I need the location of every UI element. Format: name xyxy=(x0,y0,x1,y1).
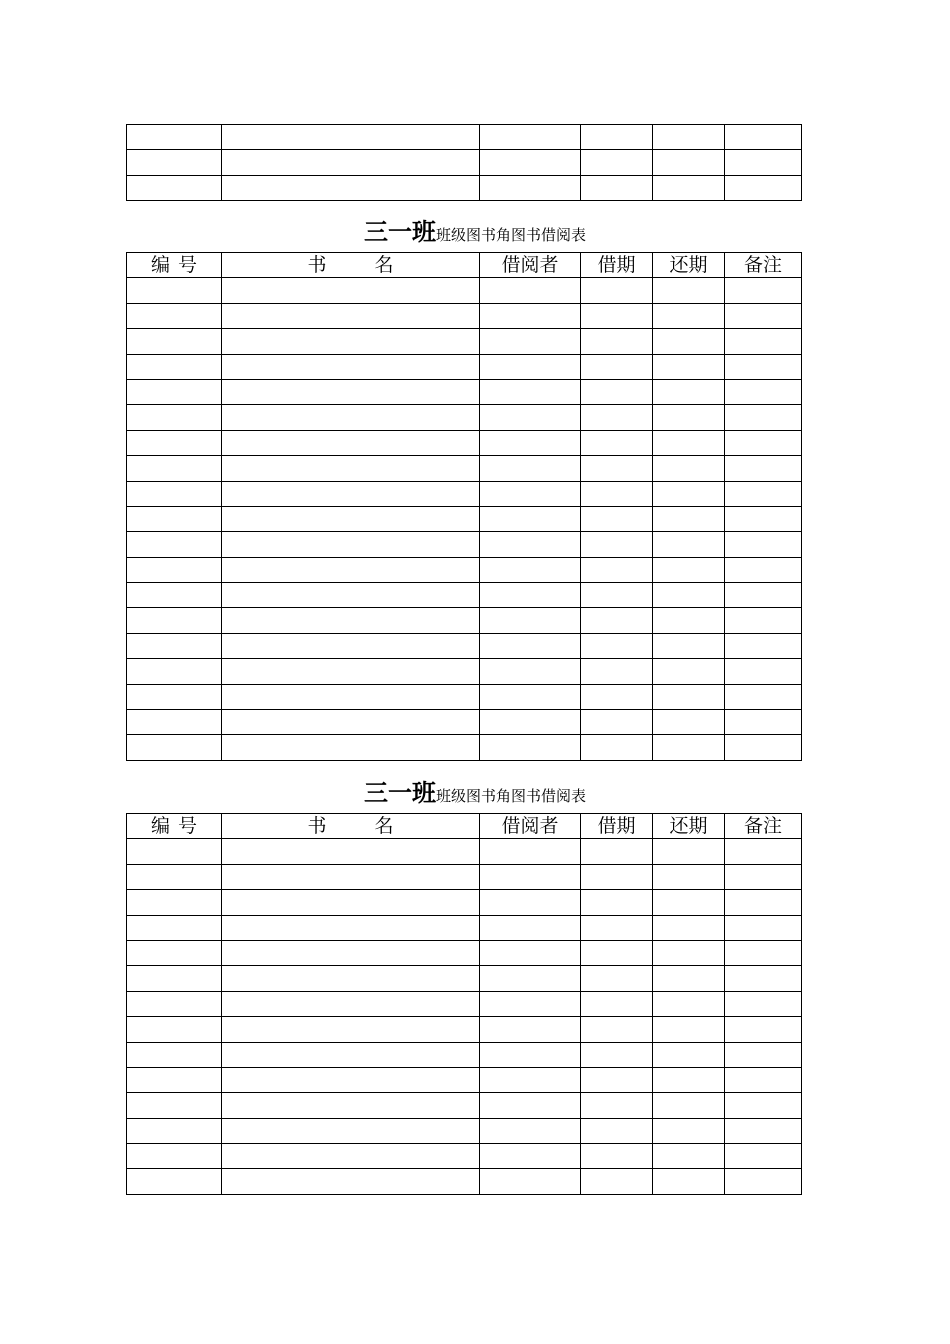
cell-remark[interactable] xyxy=(725,329,802,354)
header-return-date: 还期 xyxy=(653,814,725,839)
table-row xyxy=(127,532,802,557)
table-row xyxy=(127,583,802,608)
cell-borrow-date[interactable] xyxy=(581,966,653,991)
cell-remark[interactable] xyxy=(725,608,802,633)
cell-book-title[interactable] xyxy=(222,354,480,379)
cell-remark[interactable] xyxy=(725,710,802,735)
table-row xyxy=(127,608,802,633)
cell-number[interactable] xyxy=(127,303,222,328)
cell-borrower[interactable] xyxy=(480,1017,581,1042)
cell-borrow-date[interactable] xyxy=(581,1017,653,1042)
cell-borrower[interactable] xyxy=(480,633,581,658)
cell-return-date[interactable] xyxy=(653,481,725,506)
cell-remark[interactable] xyxy=(725,354,802,379)
table-title-class: 三一班 xyxy=(363,217,436,246)
cell-return-date[interactable] xyxy=(653,430,725,455)
cell-borrower[interactable] xyxy=(480,430,581,455)
cell-book-title[interactable] xyxy=(222,735,480,760)
cell-borrow-date[interactable] xyxy=(581,940,653,965)
cell-number[interactable] xyxy=(127,839,222,864)
cell-number[interactable] xyxy=(127,175,222,200)
cell-borrower[interactable] xyxy=(480,354,581,379)
cell-return-date[interactable] xyxy=(653,506,725,531)
cell-book-title[interactable] xyxy=(222,150,480,175)
cell-borrower[interactable] xyxy=(480,864,581,889)
cell-return-date[interactable] xyxy=(653,1144,725,1169)
cell-remark[interactable] xyxy=(725,1042,802,1067)
header-book-title: 书 名 xyxy=(222,814,480,839)
cell-number[interactable] xyxy=(127,710,222,735)
cell-borrower[interactable] xyxy=(480,710,581,735)
cell-return-date[interactable] xyxy=(653,864,725,889)
cell-book-title[interactable] xyxy=(222,278,480,303)
cell-book-title[interactable] xyxy=(222,481,480,506)
header-number: 编 号 xyxy=(127,814,222,839)
cell-book-title[interactable] xyxy=(222,659,480,684)
cell-borrower[interactable] xyxy=(480,379,581,404)
cell-number[interactable] xyxy=(127,481,222,506)
cell-borrower[interactable] xyxy=(480,278,581,303)
cell-number[interactable] xyxy=(127,1118,222,1143)
cell-return-date[interactable] xyxy=(653,684,725,709)
table-body xyxy=(127,278,802,760)
header-borrower: 借阅者 xyxy=(480,253,581,278)
table-title xyxy=(0,212,950,247)
cell-return-date[interactable] xyxy=(653,583,725,608)
cell-return-date[interactable] xyxy=(653,125,725,150)
cell-borrower[interactable] xyxy=(480,456,581,481)
table-row xyxy=(127,303,802,328)
cell-return-date[interactable] xyxy=(653,532,725,557)
cell-book-title[interactable] xyxy=(222,710,480,735)
cell-remark[interactable] xyxy=(725,456,802,481)
cell-borrow-date[interactable] xyxy=(581,864,653,889)
cell-book-title[interactable] xyxy=(222,1042,480,1067)
cell-return-date[interactable] xyxy=(653,608,725,633)
cell-remark[interactable] xyxy=(725,890,802,915)
cell-number[interactable] xyxy=(127,1144,222,1169)
table-row xyxy=(127,735,802,760)
cell-book-title[interactable] xyxy=(222,456,480,481)
table-row xyxy=(127,710,802,735)
cell-book-title[interactable] xyxy=(222,1017,480,1042)
table-row xyxy=(127,430,802,455)
cell-borrow-date[interactable] xyxy=(581,1093,653,1118)
cell-book-title[interactable] xyxy=(222,608,480,633)
cell-book-title[interactable] xyxy=(222,1144,480,1169)
cell-number[interactable] xyxy=(127,354,222,379)
table-row xyxy=(127,864,802,889)
table-row xyxy=(127,684,802,709)
cell-borrower[interactable] xyxy=(480,150,581,175)
cell-book-title[interactable] xyxy=(222,532,480,557)
cell-borrow-date[interactable] xyxy=(581,839,653,864)
table-title-class: 三一班 xyxy=(363,778,436,807)
cell-remark[interactable] xyxy=(725,735,802,760)
cell-remark[interactable] xyxy=(725,966,802,991)
cell-borrow-date[interactable] xyxy=(581,1169,653,1194)
cell-number[interactable] xyxy=(127,1017,222,1042)
cell-return-date[interactable] xyxy=(653,1042,725,1067)
table-row xyxy=(127,659,802,684)
cell-number[interactable] xyxy=(127,864,222,889)
cell-remark[interactable] xyxy=(725,915,802,940)
cell-return-date[interactable] xyxy=(653,1118,725,1143)
cell-borrower[interactable] xyxy=(480,329,581,354)
cell-borrow-date[interactable] xyxy=(581,684,653,709)
cell-borrow-date[interactable] xyxy=(581,506,653,531)
cell-remark[interactable] xyxy=(725,991,802,1016)
cell-borrow-date[interactable] xyxy=(581,303,653,328)
cell-borrower[interactable] xyxy=(480,175,581,200)
cell-borrower[interactable] xyxy=(480,532,581,557)
cell-number[interactable] xyxy=(127,430,222,455)
cell-remark[interactable] xyxy=(725,532,802,557)
cell-return-date[interactable] xyxy=(653,329,725,354)
cell-remark[interactable] xyxy=(725,1067,802,1092)
cell-borrower[interactable] xyxy=(480,1067,581,1092)
cell-return-date[interactable] xyxy=(653,1017,725,1042)
cell-borrow-date[interactable] xyxy=(581,1067,653,1092)
table-row xyxy=(127,506,802,531)
cell-borrow-date[interactable] xyxy=(581,379,653,404)
cell-book-title[interactable] xyxy=(222,940,480,965)
cell-borrower[interactable] xyxy=(480,940,581,965)
cell-remark[interactable] xyxy=(725,557,802,582)
table-row xyxy=(127,481,802,506)
cell-borrower[interactable] xyxy=(480,1169,581,1194)
cell-return-date[interactable] xyxy=(653,915,725,940)
cell-number[interactable] xyxy=(127,557,222,582)
cell-borrow-date[interactable] xyxy=(581,329,653,354)
cell-book-title[interactable] xyxy=(222,633,480,658)
cell-return-date[interactable] xyxy=(653,278,725,303)
cell-number[interactable] xyxy=(127,1169,222,1194)
table-row xyxy=(127,329,802,354)
cell-book-title[interactable] xyxy=(222,915,480,940)
borrow-table xyxy=(126,813,802,1195)
header-remark: 备注 xyxy=(725,814,802,839)
cell-return-date[interactable] xyxy=(653,991,725,1016)
header-borrow-date: 借期 xyxy=(581,814,653,839)
cell-remark[interactable] xyxy=(725,379,802,404)
cell-number[interactable] xyxy=(127,583,222,608)
cell-book-title[interactable] xyxy=(222,991,480,1016)
cell-return-date[interactable] xyxy=(653,379,725,404)
cell-number[interactable] xyxy=(127,329,222,354)
cell-borrower[interactable] xyxy=(480,839,581,864)
table-row xyxy=(127,940,802,965)
cell-borrower[interactable] xyxy=(480,583,581,608)
cell-remark[interactable] xyxy=(725,583,802,608)
cell-remark[interactable] xyxy=(725,125,802,150)
cell-number[interactable] xyxy=(127,405,222,430)
cell-borrower[interactable] xyxy=(480,405,581,430)
cell-return-date[interactable] xyxy=(653,1169,725,1194)
cell-remark[interactable] xyxy=(725,633,802,658)
cell-book-title[interactable] xyxy=(222,303,480,328)
table-row xyxy=(127,915,802,940)
cell-borrower[interactable] xyxy=(480,659,581,684)
cell-book-title[interactable] xyxy=(222,839,480,864)
cell-book-title[interactable] xyxy=(222,557,480,582)
cell-remark[interactable] xyxy=(725,940,802,965)
cell-borrower[interactable] xyxy=(480,506,581,531)
cell-book-title[interactable] xyxy=(222,864,480,889)
cell-borrower[interactable] xyxy=(480,481,581,506)
header-borrower: 借阅者 xyxy=(480,814,581,839)
table-body xyxy=(127,839,802,1194)
table-title-subtitle: 班级图书角图书借阅表 xyxy=(435,787,586,805)
cell-borrow-date[interactable] xyxy=(581,659,653,684)
cell-number[interactable] xyxy=(127,379,222,404)
cell-number[interactable] xyxy=(127,991,222,1016)
cell-return-date[interactable] xyxy=(653,303,725,328)
cell-book-title[interactable] xyxy=(222,506,480,531)
header-borrow-date: 借期 xyxy=(581,253,653,278)
cell-borrow-date[interactable] xyxy=(581,1144,653,1169)
cell-borrow-date[interactable] xyxy=(581,735,653,760)
cell-remark[interactable] xyxy=(725,150,802,175)
cell-borrow-date[interactable] xyxy=(581,991,653,1016)
cell-borrower[interactable] xyxy=(480,915,581,940)
table-row xyxy=(127,991,802,1016)
table-row xyxy=(127,1144,802,1169)
cell-book-title[interactable] xyxy=(222,1093,480,1118)
table-row xyxy=(127,1067,802,1092)
cell-book-title[interactable] xyxy=(222,1067,480,1092)
header-book-title: 书 名 xyxy=(222,253,480,278)
cell-borrower[interactable] xyxy=(480,991,581,1016)
cell-number[interactable] xyxy=(127,890,222,915)
cell-remark[interactable] xyxy=(725,405,802,430)
cell-return-date[interactable] xyxy=(653,890,725,915)
cell-remark[interactable] xyxy=(725,303,802,328)
cell-return-date[interactable] xyxy=(653,456,725,481)
cell-borrow-date[interactable] xyxy=(581,557,653,582)
cell-return-date[interactable] xyxy=(653,966,725,991)
cell-number[interactable] xyxy=(127,659,222,684)
header-return-date: 还期 xyxy=(653,253,725,278)
table-row xyxy=(127,1093,802,1118)
table-row xyxy=(127,354,802,379)
header-remark: 备注 xyxy=(725,253,802,278)
cell-number[interactable] xyxy=(127,735,222,760)
cell-number[interactable] xyxy=(127,278,222,303)
table-row xyxy=(127,1169,802,1194)
cell-borrower[interactable] xyxy=(480,1144,581,1169)
cell-return-date[interactable] xyxy=(653,710,725,735)
cell-number[interactable] xyxy=(127,1093,222,1118)
cell-number[interactable] xyxy=(127,633,222,658)
table-title xyxy=(0,773,950,808)
cell-book-title[interactable] xyxy=(222,684,480,709)
cell-book-title[interactable] xyxy=(222,175,480,200)
table-row xyxy=(127,890,802,915)
cell-borrow-date[interactable] xyxy=(581,532,653,557)
cell-borrow-date[interactable] xyxy=(581,583,653,608)
borrow-table-continued xyxy=(126,124,802,201)
table-row xyxy=(127,966,802,991)
cell-remark[interactable] xyxy=(725,481,802,506)
cell-book-title[interactable] xyxy=(222,1118,480,1143)
table-row xyxy=(127,1042,802,1067)
cell-borrow-date[interactable] xyxy=(581,430,653,455)
cell-book-title[interactable] xyxy=(222,890,480,915)
header-row xyxy=(127,814,802,839)
cell-borrow-date[interactable] xyxy=(581,175,653,200)
cell-borrow-date[interactable] xyxy=(581,405,653,430)
cell-remark[interactable] xyxy=(725,1017,802,1042)
cell-borrow-date[interactable] xyxy=(581,278,653,303)
table-row xyxy=(127,405,802,430)
cell-return-date[interactable] xyxy=(653,175,725,200)
cell-book-title[interactable] xyxy=(222,405,480,430)
table-row xyxy=(127,175,802,200)
cell-number[interactable] xyxy=(127,966,222,991)
cell-number[interactable] xyxy=(127,125,222,150)
cell-book-title[interactable] xyxy=(222,329,480,354)
table-body xyxy=(127,125,802,201)
cell-return-date[interactable] xyxy=(653,354,725,379)
cell-return-date[interactable] xyxy=(653,659,725,684)
cell-return-date[interactable] xyxy=(653,557,725,582)
cell-borrow-date[interactable] xyxy=(581,710,653,735)
borrow-table xyxy=(126,252,802,761)
cell-borrow-date[interactable] xyxy=(581,1118,653,1143)
cell-borrow-date[interactable] xyxy=(581,125,653,150)
cell-book-title[interactable] xyxy=(222,379,480,404)
table-row xyxy=(127,557,802,582)
cell-borrow-date[interactable] xyxy=(581,633,653,658)
cell-remark[interactable] xyxy=(725,684,802,709)
cell-borrower[interactable] xyxy=(480,1042,581,1067)
table-row xyxy=(127,150,802,175)
cell-borrower[interactable] xyxy=(480,303,581,328)
cell-remark[interactable] xyxy=(725,1169,802,1194)
table-row xyxy=(127,379,802,404)
cell-remark[interactable] xyxy=(725,839,802,864)
table-row xyxy=(127,456,802,481)
cell-number[interactable] xyxy=(127,608,222,633)
cell-book-title[interactable] xyxy=(222,125,480,150)
cell-number[interactable] xyxy=(127,915,222,940)
cell-return-date[interactable] xyxy=(653,839,725,864)
cell-borrower[interactable] xyxy=(480,608,581,633)
cell-return-date[interactable] xyxy=(653,735,725,760)
cell-borrow-date[interactable] xyxy=(581,481,653,506)
cell-borrow-date[interactable] xyxy=(581,150,653,175)
cell-remark[interactable] xyxy=(725,1144,802,1169)
cell-number[interactable] xyxy=(127,940,222,965)
cell-remark[interactable] xyxy=(725,1118,802,1143)
cell-return-date[interactable] xyxy=(653,1067,725,1092)
cell-return-date[interactable] xyxy=(653,405,725,430)
cell-borrower[interactable] xyxy=(480,557,581,582)
header-number: 编 号 xyxy=(127,253,222,278)
cell-number[interactable] xyxy=(127,1042,222,1067)
cell-number[interactable] xyxy=(127,684,222,709)
header-row xyxy=(127,253,802,278)
cell-number[interactable] xyxy=(127,150,222,175)
cell-return-date[interactable] xyxy=(653,633,725,658)
cell-remark[interactable] xyxy=(725,659,802,684)
cell-book-title[interactable] xyxy=(222,966,480,991)
cell-borrower[interactable] xyxy=(480,125,581,150)
cell-borrower[interactable] xyxy=(480,966,581,991)
cell-return-date[interactable] xyxy=(653,1093,725,1118)
table-row xyxy=(127,1118,802,1143)
table-row xyxy=(127,839,802,864)
cell-return-date[interactable] xyxy=(653,940,725,965)
cell-remark[interactable] xyxy=(725,430,802,455)
cell-remark[interactable] xyxy=(725,506,802,531)
cell-return-date[interactable] xyxy=(653,150,725,175)
cell-borrower[interactable] xyxy=(480,1093,581,1118)
cell-remark[interactable] xyxy=(725,864,802,889)
cell-book-title[interactable] xyxy=(222,1169,480,1194)
cell-remark[interactable] xyxy=(725,175,802,200)
cell-number[interactable] xyxy=(127,532,222,557)
cell-borrow-date[interactable] xyxy=(581,1042,653,1067)
cell-borrow-date[interactable] xyxy=(581,354,653,379)
cell-remark[interactable] xyxy=(725,1093,802,1118)
table-row xyxy=(127,125,802,150)
cell-borrow-date[interactable] xyxy=(581,608,653,633)
cell-borrower[interactable] xyxy=(480,735,581,760)
cell-borrow-date[interactable] xyxy=(581,890,653,915)
cell-number[interactable] xyxy=(127,1067,222,1092)
cell-borrow-date[interactable] xyxy=(581,456,653,481)
table-title-subtitle: 班级图书角图书借阅表 xyxy=(435,226,586,244)
cell-book-title[interactable] xyxy=(222,430,480,455)
cell-number[interactable] xyxy=(127,506,222,531)
cell-number[interactable] xyxy=(127,456,222,481)
cell-borrow-date[interactable] xyxy=(581,915,653,940)
cell-book-title[interactable] xyxy=(222,583,480,608)
cell-borrower[interactable] xyxy=(480,890,581,915)
cell-remark[interactable] xyxy=(725,278,802,303)
table-row xyxy=(127,278,802,303)
cell-borrower[interactable] xyxy=(480,684,581,709)
cell-borrower[interactable] xyxy=(480,1118,581,1143)
table-row xyxy=(127,633,802,658)
table-row xyxy=(127,1017,802,1042)
